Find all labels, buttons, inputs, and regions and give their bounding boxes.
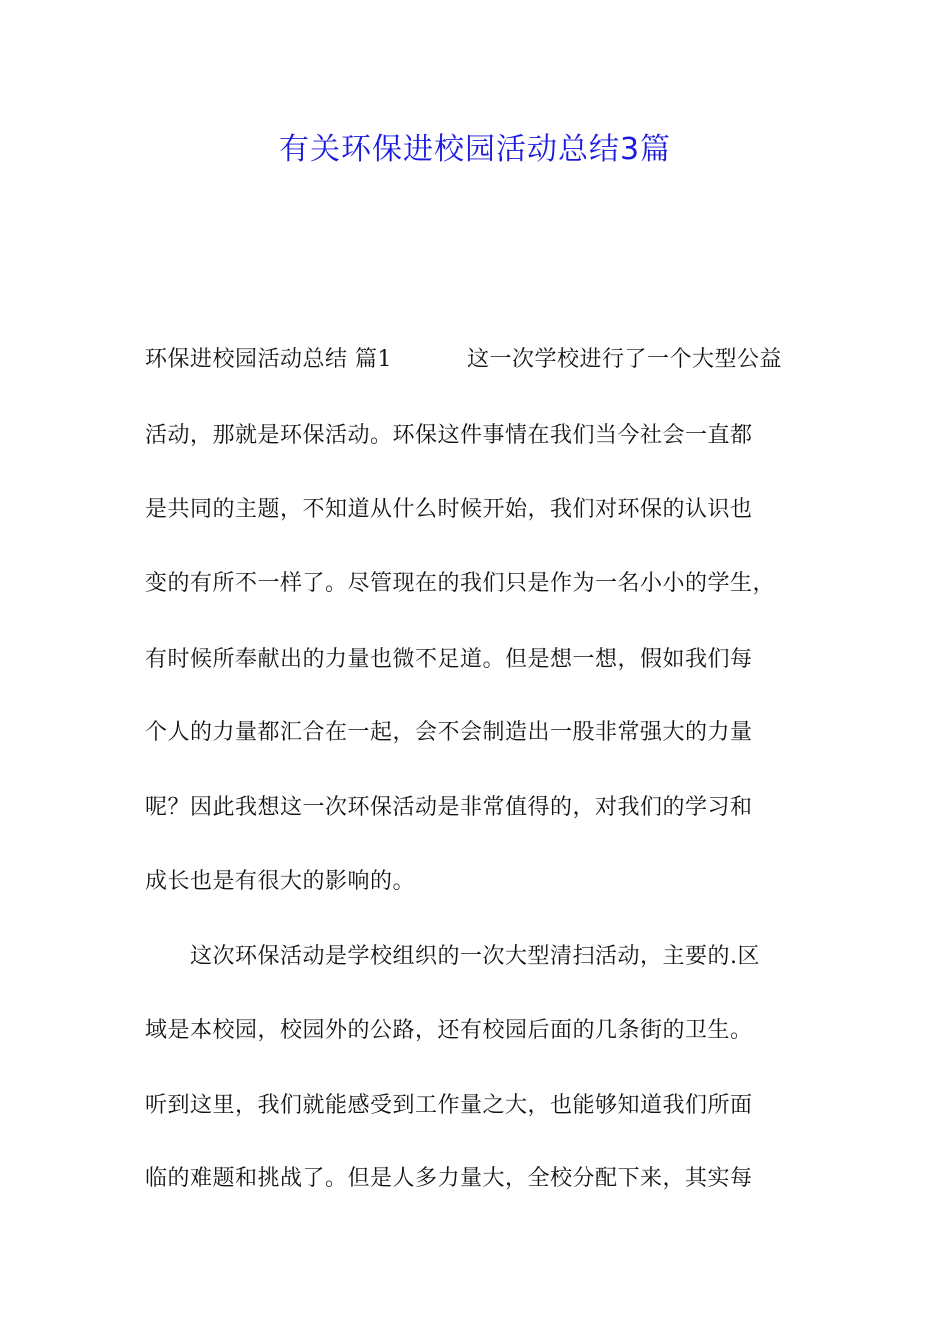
paragraph-line: 听到这里，我们就能感受到工作量之大，也能够知道我们所面 bbox=[145, 1093, 753, 1118]
line-text: 这一次学校进行了一个大型公益 bbox=[467, 347, 783, 372]
document-title: 有关环保进校园活动总结3篇 bbox=[278, 132, 672, 167]
paragraph-line: 有时候所奉献出的力量也微不足道。但是想一想，假如我们每 bbox=[145, 647, 753, 672]
paragraph-line: 变的有所不一样了。尽管现在的我们只是作为一名小小的学生， bbox=[145, 571, 776, 596]
paragraph-line: 成长也是有很大的影响的。 bbox=[145, 869, 416, 894]
paragraph-line: 个人的力量都汇合在一起，会不会制造出一股非常强大的力量 bbox=[145, 720, 753, 745]
paragraph-line: 域是本校园，校园外的公路，还有校园后面的几条街的卫生。 bbox=[145, 1018, 753, 1043]
paragraph-line: 临的难题和挑战了。但是人多力量大，全校分配下来，其实每 bbox=[145, 1166, 753, 1191]
paragraph-line: 这次环保活动是学校组织的一次大型清扫活动，主要的.区 bbox=[190, 944, 760, 969]
paragraph-line: 呢？因此我想这一次环保活动是非常值得的，对我们的学习和 bbox=[145, 795, 753, 820]
paragraph-line: 是共同的主题，不知道从什么时候开始，我们对环保的认识也 bbox=[145, 497, 753, 522]
section-heading: 环保进校园活动总结 篇1 bbox=[145, 347, 392, 372]
paragraph-line bbox=[145, 345, 825, 375]
paragraph-line: 活动，那就是环保活动。环保这件事情在我们当今社会一直都 bbox=[145, 423, 753, 448]
